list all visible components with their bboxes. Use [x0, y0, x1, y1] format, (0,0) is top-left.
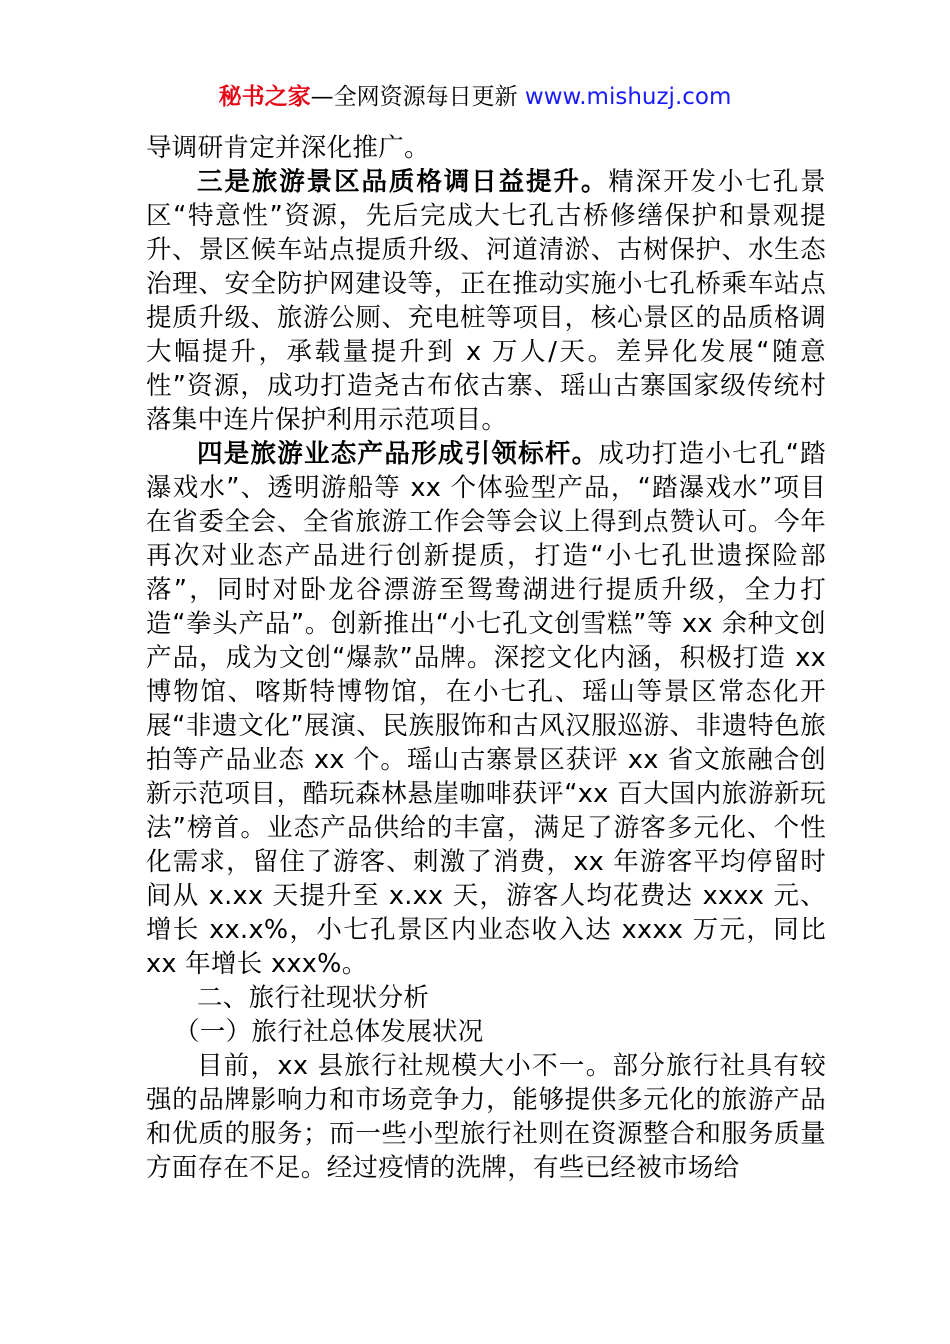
paragraph-text: 精深开发小七孔景区“特意性”资源，先后完成大七孔古桥修缮保护和景观提升、景区候车站点提质升级、河道清淤、古树保护、水生态治理、安全防护网建设等，正在推动实施小七孔桥乘车站点提质升级、旅游公厕、充电桩等项目，核心景区的品质格调大幅提升，承载量提升到 x 万人/天。差异化发展“随意性”资源，成功打造尧古布依古寨、瑶山古寨国家级传统村落集中连片保护利用示范项目。 — [146, 167, 826, 435]
paragraph-text: 成功打造小七孔“踏瀑戏水”、透明游船等 xx 个体验型产品，“踏瀑戏水”项目在省委全会、全省旅游工作会等会议上得到点赞认可。今年再次对业态产品进行创新提质，打造“小七孔世遗探险部落”，同时对卧龙谷漂游至鸳鸯湖进行提质升级，全力打造“拳头产品”。创新推出“小七孔文创雪糕”等 xx 余种文创产品，成为文创“爆款”品牌。深挖文化内涵，积极打造 xx 博物馆、喀斯特博物馆，在小七孔、瑶山等景区常态化开展“非遗文化”展演、民族服饰和古风汉服巡游、非遗特色旅拍等产品业态 xx 个。瑶山古寨景区获评 xx 省文旅融合创新示范项目，酷玩森林悬崖咖啡获评“xx 百大国内旅游新玩法”榜首。业态产品供给的丰富，满足了游客多元化、个性化需求，留住了游客、刺激了消费，xx 年游客平均停留时间从 x.xx 天提升至 x.xx 天，游客人均花费达 xxxx 元、增长 xx.x%，小七孔景区内业态收入达 xxxx 万元，同比 xx 年增长 xxx%。 — [146, 439, 826, 979]
site-url[interactable]: www.mishuzj.com — [524, 84, 732, 110]
banner-tagline: —全网资源每日更新 — [310, 84, 525, 110]
paragraph-lead-bold: 四是旅游业态产品形成引领标杆。 — [197, 439, 599, 469]
section-heading: 二、旅行社现状分析 — [197, 983, 430, 1013]
paragraph-travel-agency-status: 目前，xx 县旅行社规模大小不一。部分旅行社具有较强的品牌影响力和市场竞争力，能够提供多元化的旅游产品和优质的服务；而一些小型旅行社则在资源整合和服务质量方面存在不足。经过疫情的洗牌，有些已经被市场给 — [146, 1051, 826, 1183]
site-banner — [0, 82, 950, 112]
paragraph-tourism-products — [146, 437, 826, 981]
subsection-heading: （一）旅行社总体发展状况 — [174, 1017, 484, 1047]
paragraph-scenic-quality — [146, 165, 826, 437]
paragraph-continuation: 导调研肯定并深化推广。 — [146, 133, 430, 163]
document-body — [146, 131, 826, 1185]
brand-name: 秘书之家 — [218, 84, 311, 110]
paragraph-lead-bold: 三是旅游景区品质格调日益提升。 — [197, 167, 609, 197]
